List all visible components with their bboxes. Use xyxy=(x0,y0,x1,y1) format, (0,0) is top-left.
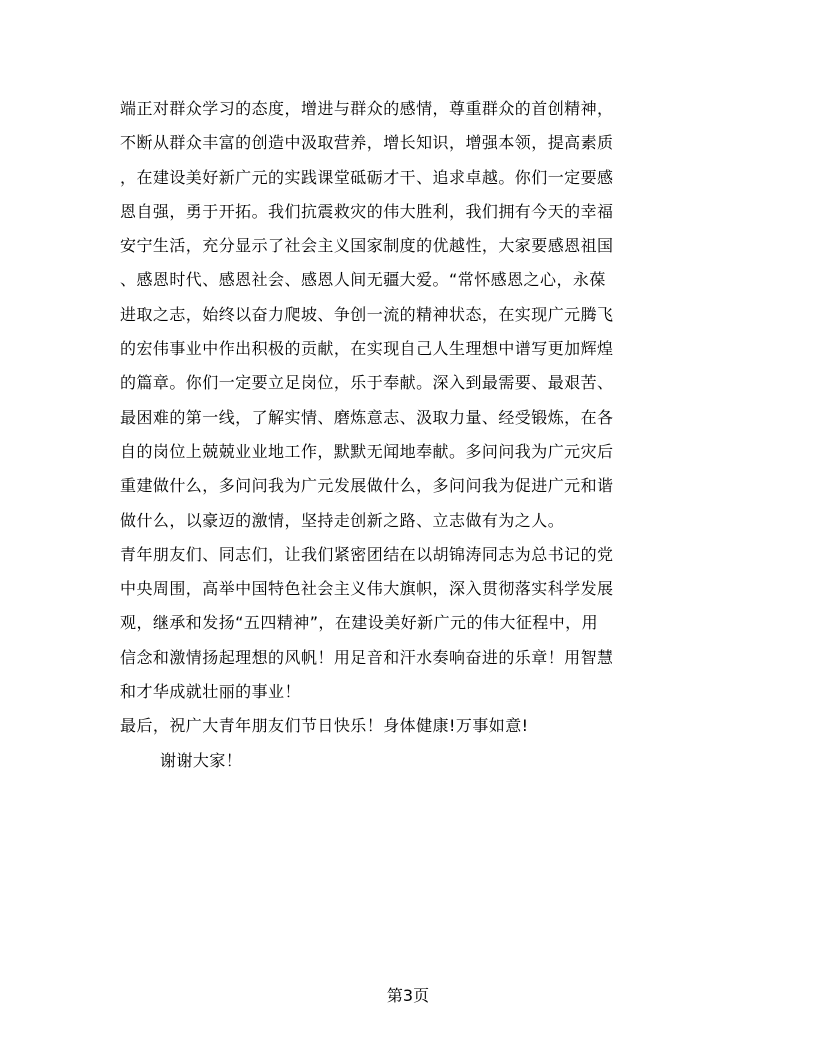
text-line: 自的岗位上兢兢业业地工作，默默无闻地奉献。多问问我为广元灾后 xyxy=(120,441,614,461)
text-line: 安宁生活，充分显示了社会主义国家制度的优越性，大家要感恩祖国 xyxy=(120,236,614,256)
text-line: 信念和激情扬起理想的风帆！用足音和汗水奏响奋进的乐章！用智慧 xyxy=(120,647,614,667)
text-line: 恩自强，勇于开拓。我们抗震救灾的伟大胜利，我们拥有今天的幸福 xyxy=(120,201,614,221)
text-line: 最困难的第一线，了解实情、磨炼意志、汲取力量、经受锻炼，在各 xyxy=(120,407,614,427)
text-line: 进取之志，始终以奋力爬坡、争创一流的精神状态，在实现广元腾飞 xyxy=(120,304,614,324)
text-line: 端正对群众学习的态度，增进与群众的感情，尊重群众的首创精神， xyxy=(120,99,614,118)
text-line: 不断从群众丰富的创造中汲取营养，增长知识，增强本领，提高素质 xyxy=(120,133,614,153)
text-line: 、感恩时代、感恩社会、感恩人间无疆大爱。“常怀感恩之心，永葆 xyxy=(120,270,606,290)
page-number: 第3页 xyxy=(386,986,430,1005)
text-line: ，在建设美好新广元的实践课堂砥砺才干、追求卓越。你们一定要感 xyxy=(120,167,614,187)
text-line: 观，继承和发扬“五四精神”，在建设美好新广元的伟大征程中，用 xyxy=(120,613,599,633)
text-line: 青年朋友们、同志们，让我们紧密团结在以胡锦涛同志为总书记的党 xyxy=(120,544,614,564)
speech-body xyxy=(120,92,698,778)
closing-line: 谢谢大家！ xyxy=(160,750,243,770)
text-line: 重建做什么，多问问我为广元发展做什么，多问问我为促进广元和谐 xyxy=(120,476,614,496)
text-line: 的宏伟事业中作出积极的贡献，在实现自己人生理想中谱写更加辉煌 xyxy=(120,339,614,359)
text-line: 的篇章。你们一定要立足岗位，乐于奉献。深入到最需要、最艰苦、 xyxy=(120,373,614,393)
text-line: 最后，祝广大青年朋友们节日快乐！身体健康!万事如意! xyxy=(120,716,529,736)
text-line: 中央周围，高举中国特色社会主义伟大旗帜，深入贯彻落实科学发展 xyxy=(120,579,614,599)
text-line: 做什么，以豪迈的激情，坚持走创新之路、立志做有为之人。 xyxy=(120,510,565,530)
text-line: 和才华成就壮丽的事业！ xyxy=(120,682,301,702)
